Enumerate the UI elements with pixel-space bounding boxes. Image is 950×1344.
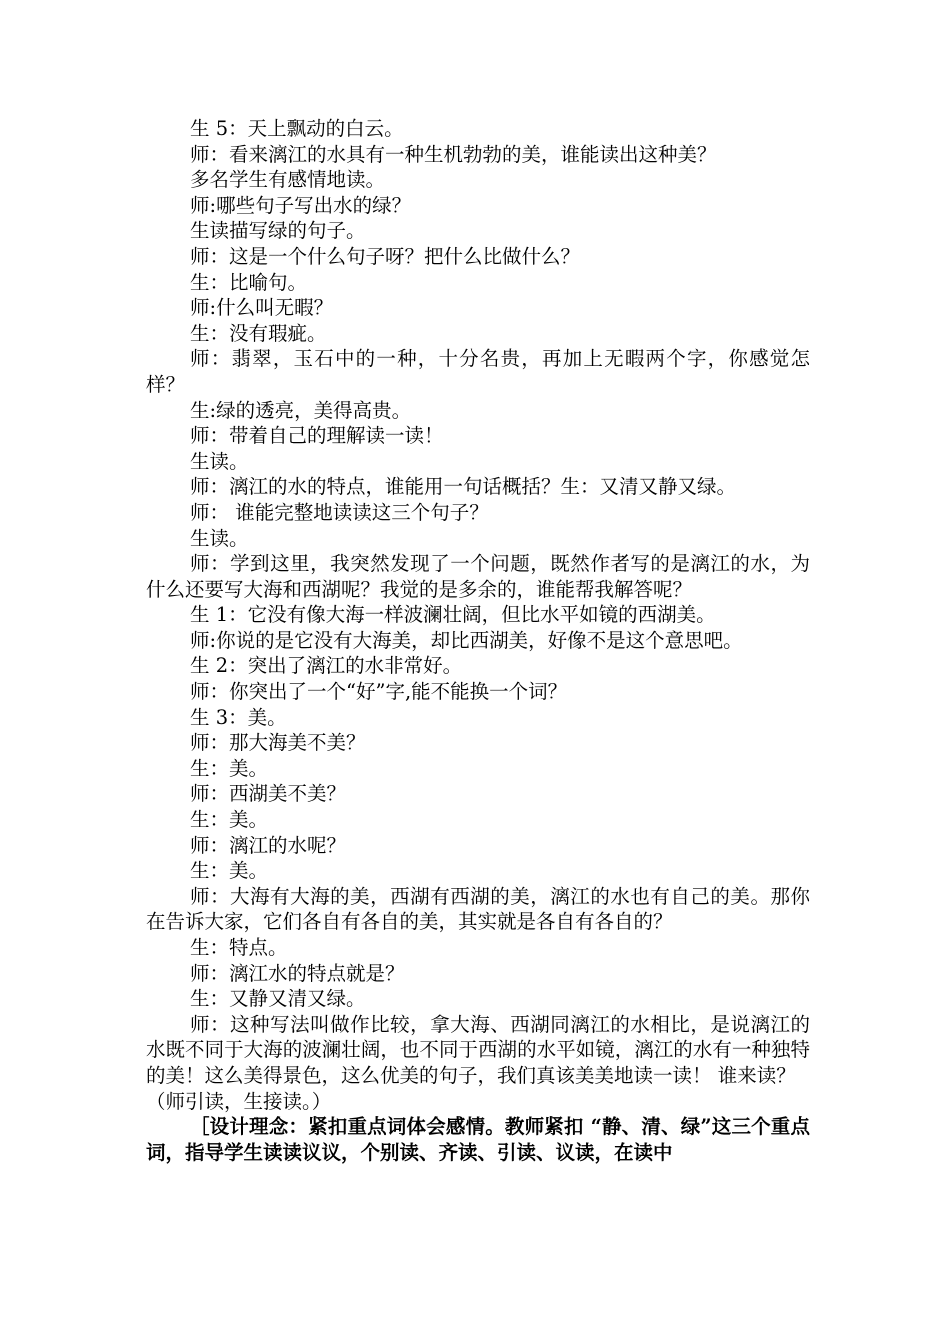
paragraph: 生 2：突出了漓江的水非常好。 [190,654,463,678]
paragraph: 生：比喻句。 [190,270,308,294]
paragraph: 师:你说的是它没有大海美，却比西湖美，好像不是这个意思吧。 [190,628,743,652]
paragraph: 生读。 [190,449,249,473]
paragraph: 师：西湖美不美？ [190,782,347,806]
paragraph: 师：这是一个什么句子呀？把什么比做什么？ [190,244,581,268]
paragraph: 师： 谁能完整地读读这三个句子？ [190,500,489,524]
paragraph: 多名学生有感情地读。 [190,168,386,192]
paragraph: 师：漓江的水呢？ [190,833,347,857]
paragraph: 生：美。 [190,859,269,883]
paragraph: 师：漓江的水的特点，谁能用一句话概括？生：又清又静又绿。 [190,475,737,499]
design-concept-paragraph: ［设计理念：紧扣重点词体会感情。教师紧扣 “静、清、绿”这三个重点词，指导学生读读议议，个别读、齐读、引读、议读，在读中 [146,1115,810,1164]
paragraph: 师：大海有大海的美，西湖有西湖的美，漓江的水也有自己的美。那你在告诉大家，它们各自有各自的美，其实就是各自有各自的？ [146,884,810,934]
paragraph: 生：又静又清又绿。 [190,987,366,1011]
document-body [146,116,810,1165]
paragraph: 生读描写绿的句子。 [190,219,366,243]
paragraph: 生：特点。 [190,936,288,959]
paragraph: 师：看来漓江的水具有一种生机勃勃的美，谁能读出这种美？ [190,142,717,166]
paragraph: 生 1：它没有像大海一样波澜壮阔，但比水平如镜的西湖美。 [190,603,716,627]
paragraph: 师:什么叫无暇？ [190,296,334,320]
paragraph: 师：这种写法叫做作比较，拿大海、西湖同漓江的水相比，是说漓江的水既不同于大海的波澜壮阔，也不同于西湖的水平如镜，漓江的水有一种独特的美！这么美得景色，这么优美的句子，我们真该美美地读一读！ 谁来读？ [146,1012,810,1087]
paragraph: 师：带着自己的理解读一读！ [190,424,444,448]
paragraph: 生 3：美。 [190,705,287,729]
paragraph: 师：你突出了一个“好”字,能不能换一个词？ [190,680,568,704]
paragraph: 师：学到这里，我突然发现了一个问题，既然作者写的是漓江的水，为什么还要写大海和西湖呢？我觉的是多余的，谁能帮我解答呢？ [146,552,810,601]
paragraph: （师引读，生接读。） [146,1089,332,1113]
paragraph: 生：美。 [190,756,269,780]
paragraph: 师：翡翠，玉石中的一种，十分名贵，再加上无暇两个字，你感觉怎样？ [146,347,810,396]
paragraph: 生读。 [190,526,249,550]
paragraph: 生：美。 [190,808,269,832]
paragraph: 生 5：天上飘动的白云。 [190,117,404,140]
paragraph: 师:哪些句子写出水的绿？ [190,193,412,217]
paragraph: 师：那大海美不美？ [190,731,366,755]
paragraph: 生:绿的透亮，美得高贵。 [190,398,412,422]
paragraph: 生：没有瑕疵。 [190,321,327,345]
paragraph: 师：漓江水的特点就是？ [190,961,405,985]
